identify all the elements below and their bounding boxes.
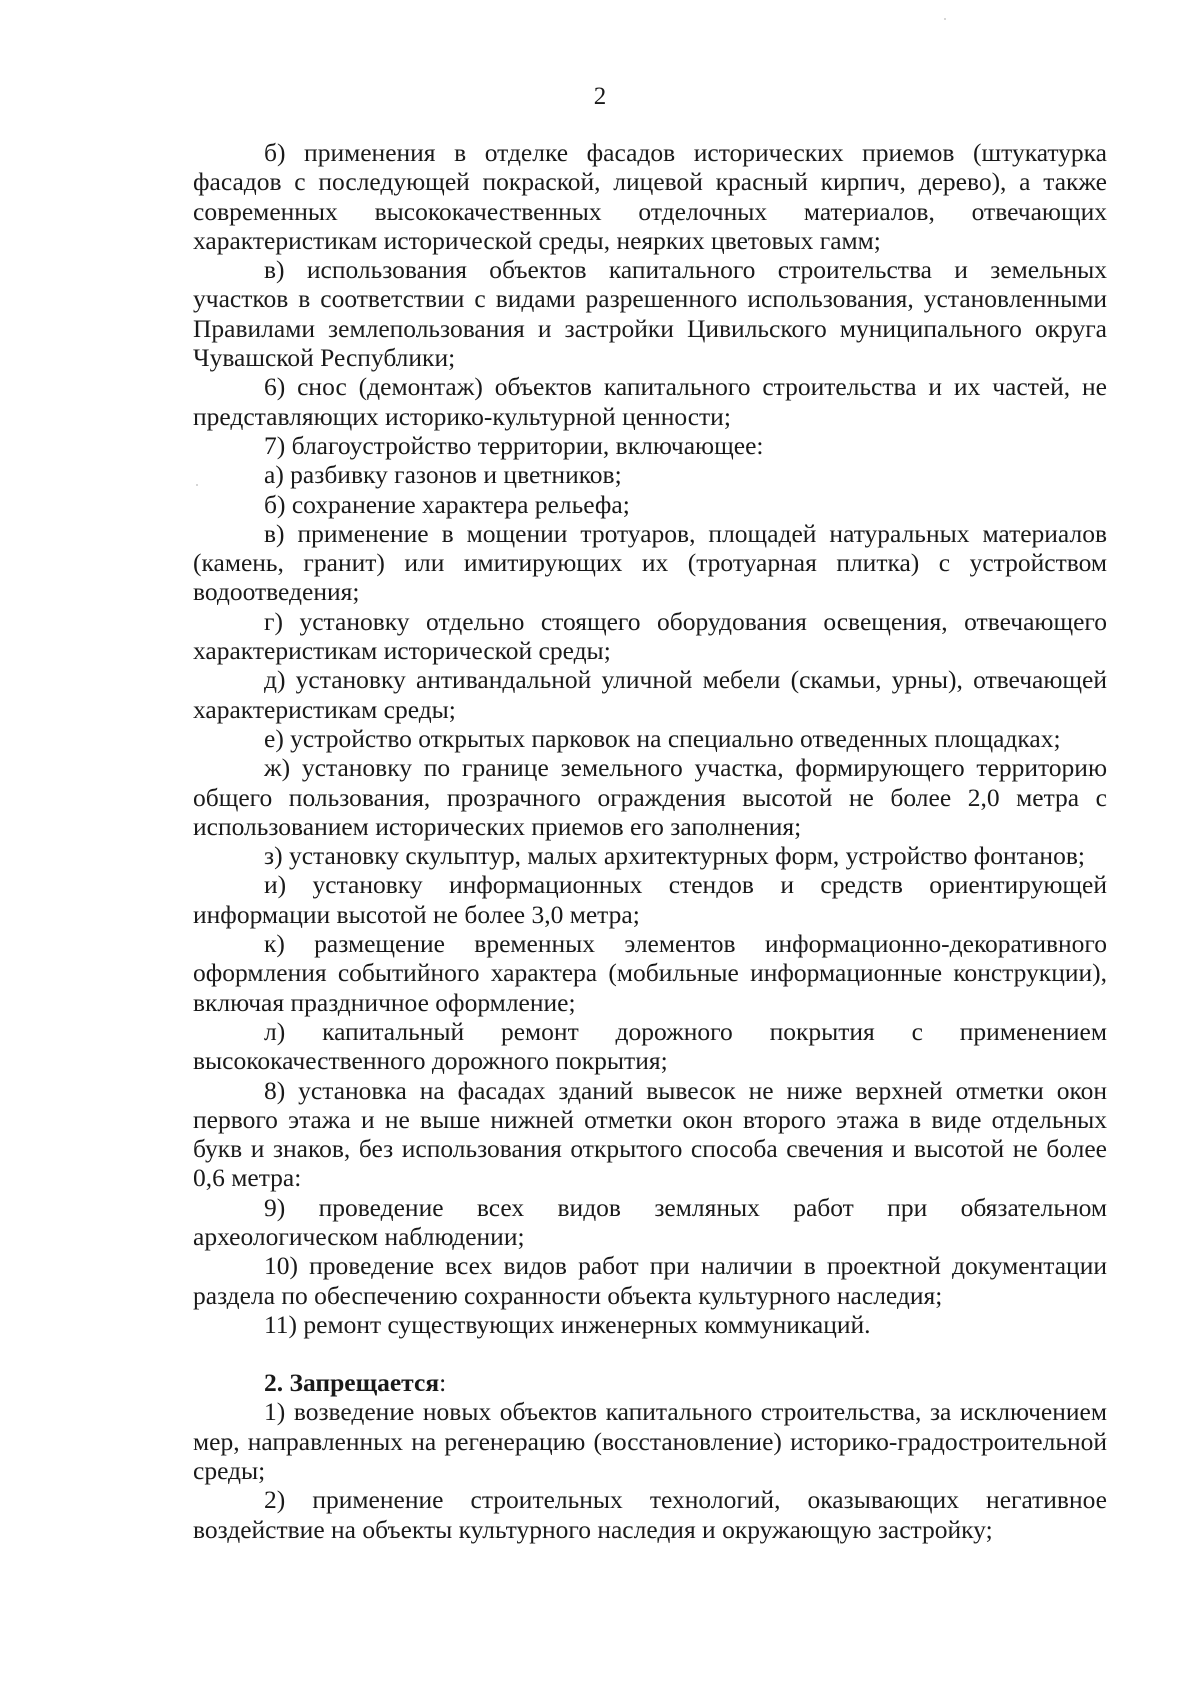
paragraph: ж) установку по границе земельного участка, формирующего территорию общего пользования, прозрачного ограждения высотой не более 2,0 метра с использованием исторических приемов его заполнения; [193,753,1107,841]
scan-speck [196,484,198,486]
paragraph: е) устройство открытых парковок на специально отведенных площадках; [264,723,1061,753]
paragraph: г) установку отдельно стоящего оборудования освещения, отвечающего характеристикам исторической среды; [193,606,1107,666]
paragraph: в) использования объектов капитального строительства и земельных участков в соответствии с видами разрешенного использования, установленными Правилами землепользования и застройки Цивильского муниципального округа Чувашской Республики; [193,255,1107,373]
paragraph: 8) установка на фасадах зданий вывесок не ниже верхней отметки окон первого этажа и не выше нижней отметки окон второго этажа в виде отдельных букв и знаков, без использования открытого способа свечения и высотой не более 0,6 метра: [193,1075,1107,1193]
scan-speck [944,18,946,20]
paragraph: 1) возведение новых объектов капитального строительства, за исключением мер, направленных на регенерацию (восстановление) историко-градостроительной среды; [193,1397,1107,1486]
paragraph: к) размещение временных элементов информационно-декоративного оформления событийного характера (мобильные информационные конструкции), включая праздничное оформление; [193,929,1107,1017]
paragraph: 11) ремонт существующих инженерных коммуникаций. [264,1309,871,1339]
paragraph: 2) применение строительных технологий, оказывающих негативное воздействие на объекты культурного наследия и окружающую застройку; [193,1485,1107,1544]
paragraph: и) установку информационных стендов и средств ориентирующей информации высотой не более 3,0 метра; [193,870,1107,929]
document-body [193,138,1107,1544]
paragraph: 6) снос (демонтаж) объектов капитального строительства и их частей, не представляющих историко-культурной ценности; [193,372,1107,431]
section-heading-text: 2. Запрещается [264,1368,440,1398]
section-heading-colon: : [439,1368,447,1398]
paragraph: а) разбивку газонов и цветников; [264,460,622,490]
paragraph: д) установку антивандальной уличной мебели (скамьи, урны), отвечающей характеристикам среды; [193,665,1107,724]
paragraph: з) установку скульптур, малых архитектурных форм, устройство фонтанов; [264,841,1085,871]
paragraph: 7) благоустройство территории, включающее: [264,430,764,460]
paragraph: 10) проведение всех видов работ при наличии в проектной документации раздела по обеспечению сохранности объекта культурного наследия; [193,1251,1107,1310]
paragraph: л) капитальный ремонт дорожного покрытия с применением высококачественного дорожного покрытия; [193,1016,1107,1076]
paragraph: б) сохранение характера рельефа; [264,489,630,519]
paragraph: в) применение в мощении тротуаров, площадей натуральных материалов (камень, гранит) или имитирующих их (тротуарная плитка) с устройством водоотведения; [193,518,1107,607]
paragraph: б) применения в отделке фасадов исторических приемов (штукатурка фасадов с последующей покраской, лицевой красный кирпич, дерево), а также современных высококачественных отделочных материалов, отвечающих характеристикам исторической среды, неярких цветовых гамм; [193,138,1107,255]
paragraph: 9) проведение всех видов земляных работ при обязательном археологическом наблюдении; [193,1192,1107,1251]
page-number: 2 [593,83,607,110]
section-heading [193,1368,1107,1397]
